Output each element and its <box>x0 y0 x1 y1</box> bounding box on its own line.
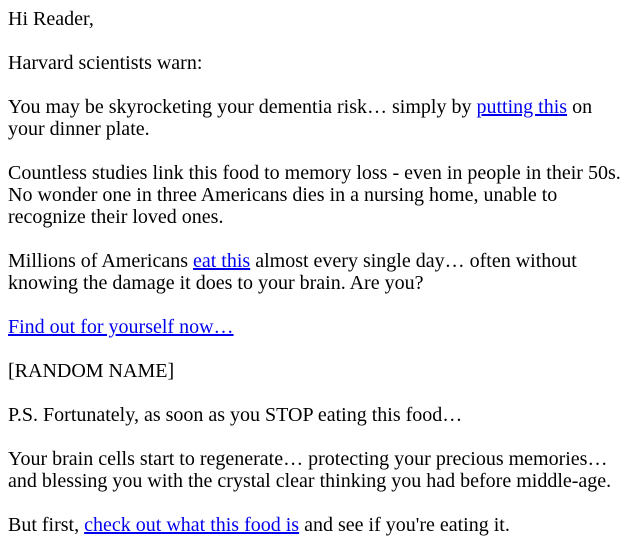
text-segment: Hi Reader, <box>8 8 94 30</box>
paragraph-but-first <box>8 514 627 536</box>
text-segment: Your brain cells start to regenerate… protecting your precious memories… <box>8 448 608 470</box>
check-out-link[interactable]: check out what this food is <box>84 514 300 536</box>
text-segment: and see if you're eating it. <box>299 514 510 536</box>
email-body <box>8 8 627 536</box>
paragraph-postscript <box>8 404 627 426</box>
text-segment: on <box>567 96 593 118</box>
text-segment: You may be skyrocketing your dementia risk… simply by <box>8 96 477 118</box>
text-segment: Millions of Americans <box>8 250 193 272</box>
text-segment: [RANDOM NAME] <box>8 360 175 382</box>
text-segment: recognize their loved ones. <box>8 206 224 228</box>
paragraph-millions-of-americans <box>8 250 627 294</box>
paragraph-dementia-risk <box>8 96 627 140</box>
text-segment: Countless studies link this food to memory loss - even in people in their 50s. <box>8 162 621 184</box>
paragraph-greeting <box>8 8 627 30</box>
text-segment: P.S. Fortunately, as soon as you STOP eating this food… <box>8 404 463 426</box>
paragraph-signature <box>8 360 627 382</box>
text-segment: knowing the damage it does to your brain. Are you? <box>8 272 424 294</box>
text-segment: almost every single day… often without <box>250 250 577 272</box>
paragraph-warning-intro <box>8 52 627 74</box>
text-segment: your dinner plate. <box>8 118 150 140</box>
text-segment: and blessing you with the crystal clear thinking you had before middle-age. <box>8 470 612 492</box>
text-segment: Harvard scientists warn: <box>8 52 203 74</box>
paragraph-call-to-action <box>8 316 627 338</box>
paragraph-countless-studies <box>8 162 627 228</box>
text-segment: No wonder one in three Americans dies in a nursing home, unable to <box>8 184 558 206</box>
find-out-link[interactable]: Find out for yourself now… <box>8 316 234 338</box>
text-segment: But first, <box>8 514 85 536</box>
paragraph-regenerate <box>8 448 627 492</box>
putting-this-link[interactable]: putting this <box>476 96 568 118</box>
eat-this-link[interactable]: eat this <box>192 250 251 272</box>
